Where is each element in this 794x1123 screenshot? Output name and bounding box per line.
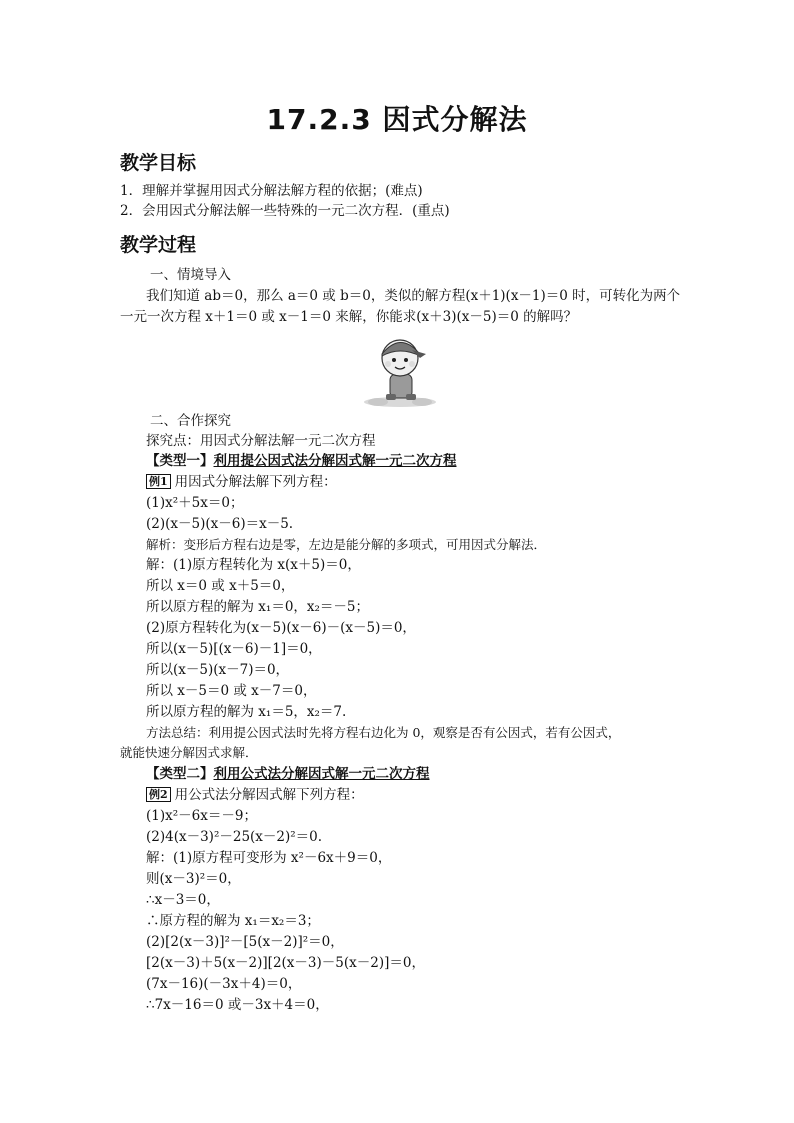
type2-title: 利用公式法分解因式解一元二次方程 (213, 766, 430, 782)
solution-line: 所以原方程的解为 x₁＝5，x₂＝7. (146, 704, 347, 720)
problem-line: (1)x²＋5x＝0； (146, 495, 244, 511)
solution-line: 所以原方程的解为 x₁＝0，x₂＝－5； (146, 599, 370, 615)
page-title: 17.2.3 因式分解法 (266, 103, 528, 136)
solution-line: 所以 x＝0 或 x＋5＝0， (146, 578, 295, 594)
cartoon-child-illustration (350, 330, 450, 410)
example-2-badge: 例2 (146, 787, 171, 802)
analysis-line: 解析：变形后方程右边是零，左边是能分解的多项式，可用因式分解法． (146, 537, 547, 552)
solution-line: (7x－16)(－3x＋4)＝0， (146, 976, 302, 992)
solution-line: (2)原方程转化为(x－5)(x－6)－(x－5)＝0， (146, 620, 416, 636)
example-2-text: 用公式法分解因式解下列方程： (174, 787, 364, 803)
solution-line: (2)[2(x－3)]²－[5(x－2)]²＝0， (146, 934, 344, 950)
solution-line: 则(x－3)²＝0， (146, 871, 241, 887)
intro-line: 我们知道 ab＝0，那么 a＝0 或 b＝0，类似的解方程(x＋1)(x－1)＝0 时，可转化为两个 (146, 288, 681, 304)
solution-line: [2(x－3)＋5(x－2)][2(x－3)－5(x－2)]＝0， (146, 955, 425, 971)
solution-line: 解：(1)原方程转化为 x(x＋5)＝0， (146, 557, 361, 573)
example-1 (146, 473, 337, 491)
type2-heading (146, 765, 430, 783)
objective-item: 2．会用因式分解法解一些特殊的一元二次方程．(重点) (120, 203, 450, 219)
example-2 (146, 786, 364, 804)
solution-line: 解：(1)原方程可变形为 x²－6x＋9＝0， (146, 850, 392, 866)
intro-heading: 一、情境导入 (150, 267, 231, 283)
solution-line: 所以(x－5)(x－7)＝0， (146, 662, 290, 678)
solution-line: ∴x－3＝0， (146, 892, 220, 908)
problem-line: (1)x²－6x＝－9； (146, 808, 257, 824)
type1-heading (146, 452, 457, 470)
problem-line: (2)(x－5)(x－6)＝x－5. (146, 516, 294, 532)
objective-item: 1．理解并掌握用因式分解法解方程的依据；(难点) (120, 183, 423, 199)
objectives-heading: 教学目标 (120, 152, 197, 174)
explore-point: 探究点：用因式分解法解一元二次方程 (146, 433, 376, 449)
summary-line: 方法总结：利用提公因式法时先将方程右边化为 0，观察是否有公因式，若有公因式， (146, 725, 621, 740)
coop-heading: 二、合作探究 (150, 413, 231, 429)
solution-line: 所以(x－5)[(x－6)－1]＝0， (146, 641, 322, 657)
solution-line: ∴7x－16＝0 或－3x＋4＝0， (146, 997, 329, 1013)
type1-title: 利用提公因式法分解因式解一元二次方程 (213, 453, 457, 469)
intro-line: 一元一次方程 x＋1＝0 或 x－1＝0 来解，你能求(x＋3)(x－5)＝0 的解吗？ (120, 309, 578, 325)
example-1-text: 用因式分解法解下列方程： (174, 474, 337, 490)
process-heading: 教学过程 (120, 234, 197, 256)
type1-label: 【类型一】 (146, 453, 214, 469)
problem-line: (2)4(x－3)²－25(x－2)²＝0. (146, 829, 323, 845)
example-1-badge: 例1 (146, 474, 171, 489)
solution-line: 所以 x－5＝0 或 x－7＝0， (146, 683, 317, 699)
type2-label: 【类型二】 (146, 766, 214, 782)
solution-line: ∴原方程的解为 x₁＝x₂＝3； (146, 913, 320, 929)
summary-line: 就能快速分解因式求解． (120, 745, 258, 760)
